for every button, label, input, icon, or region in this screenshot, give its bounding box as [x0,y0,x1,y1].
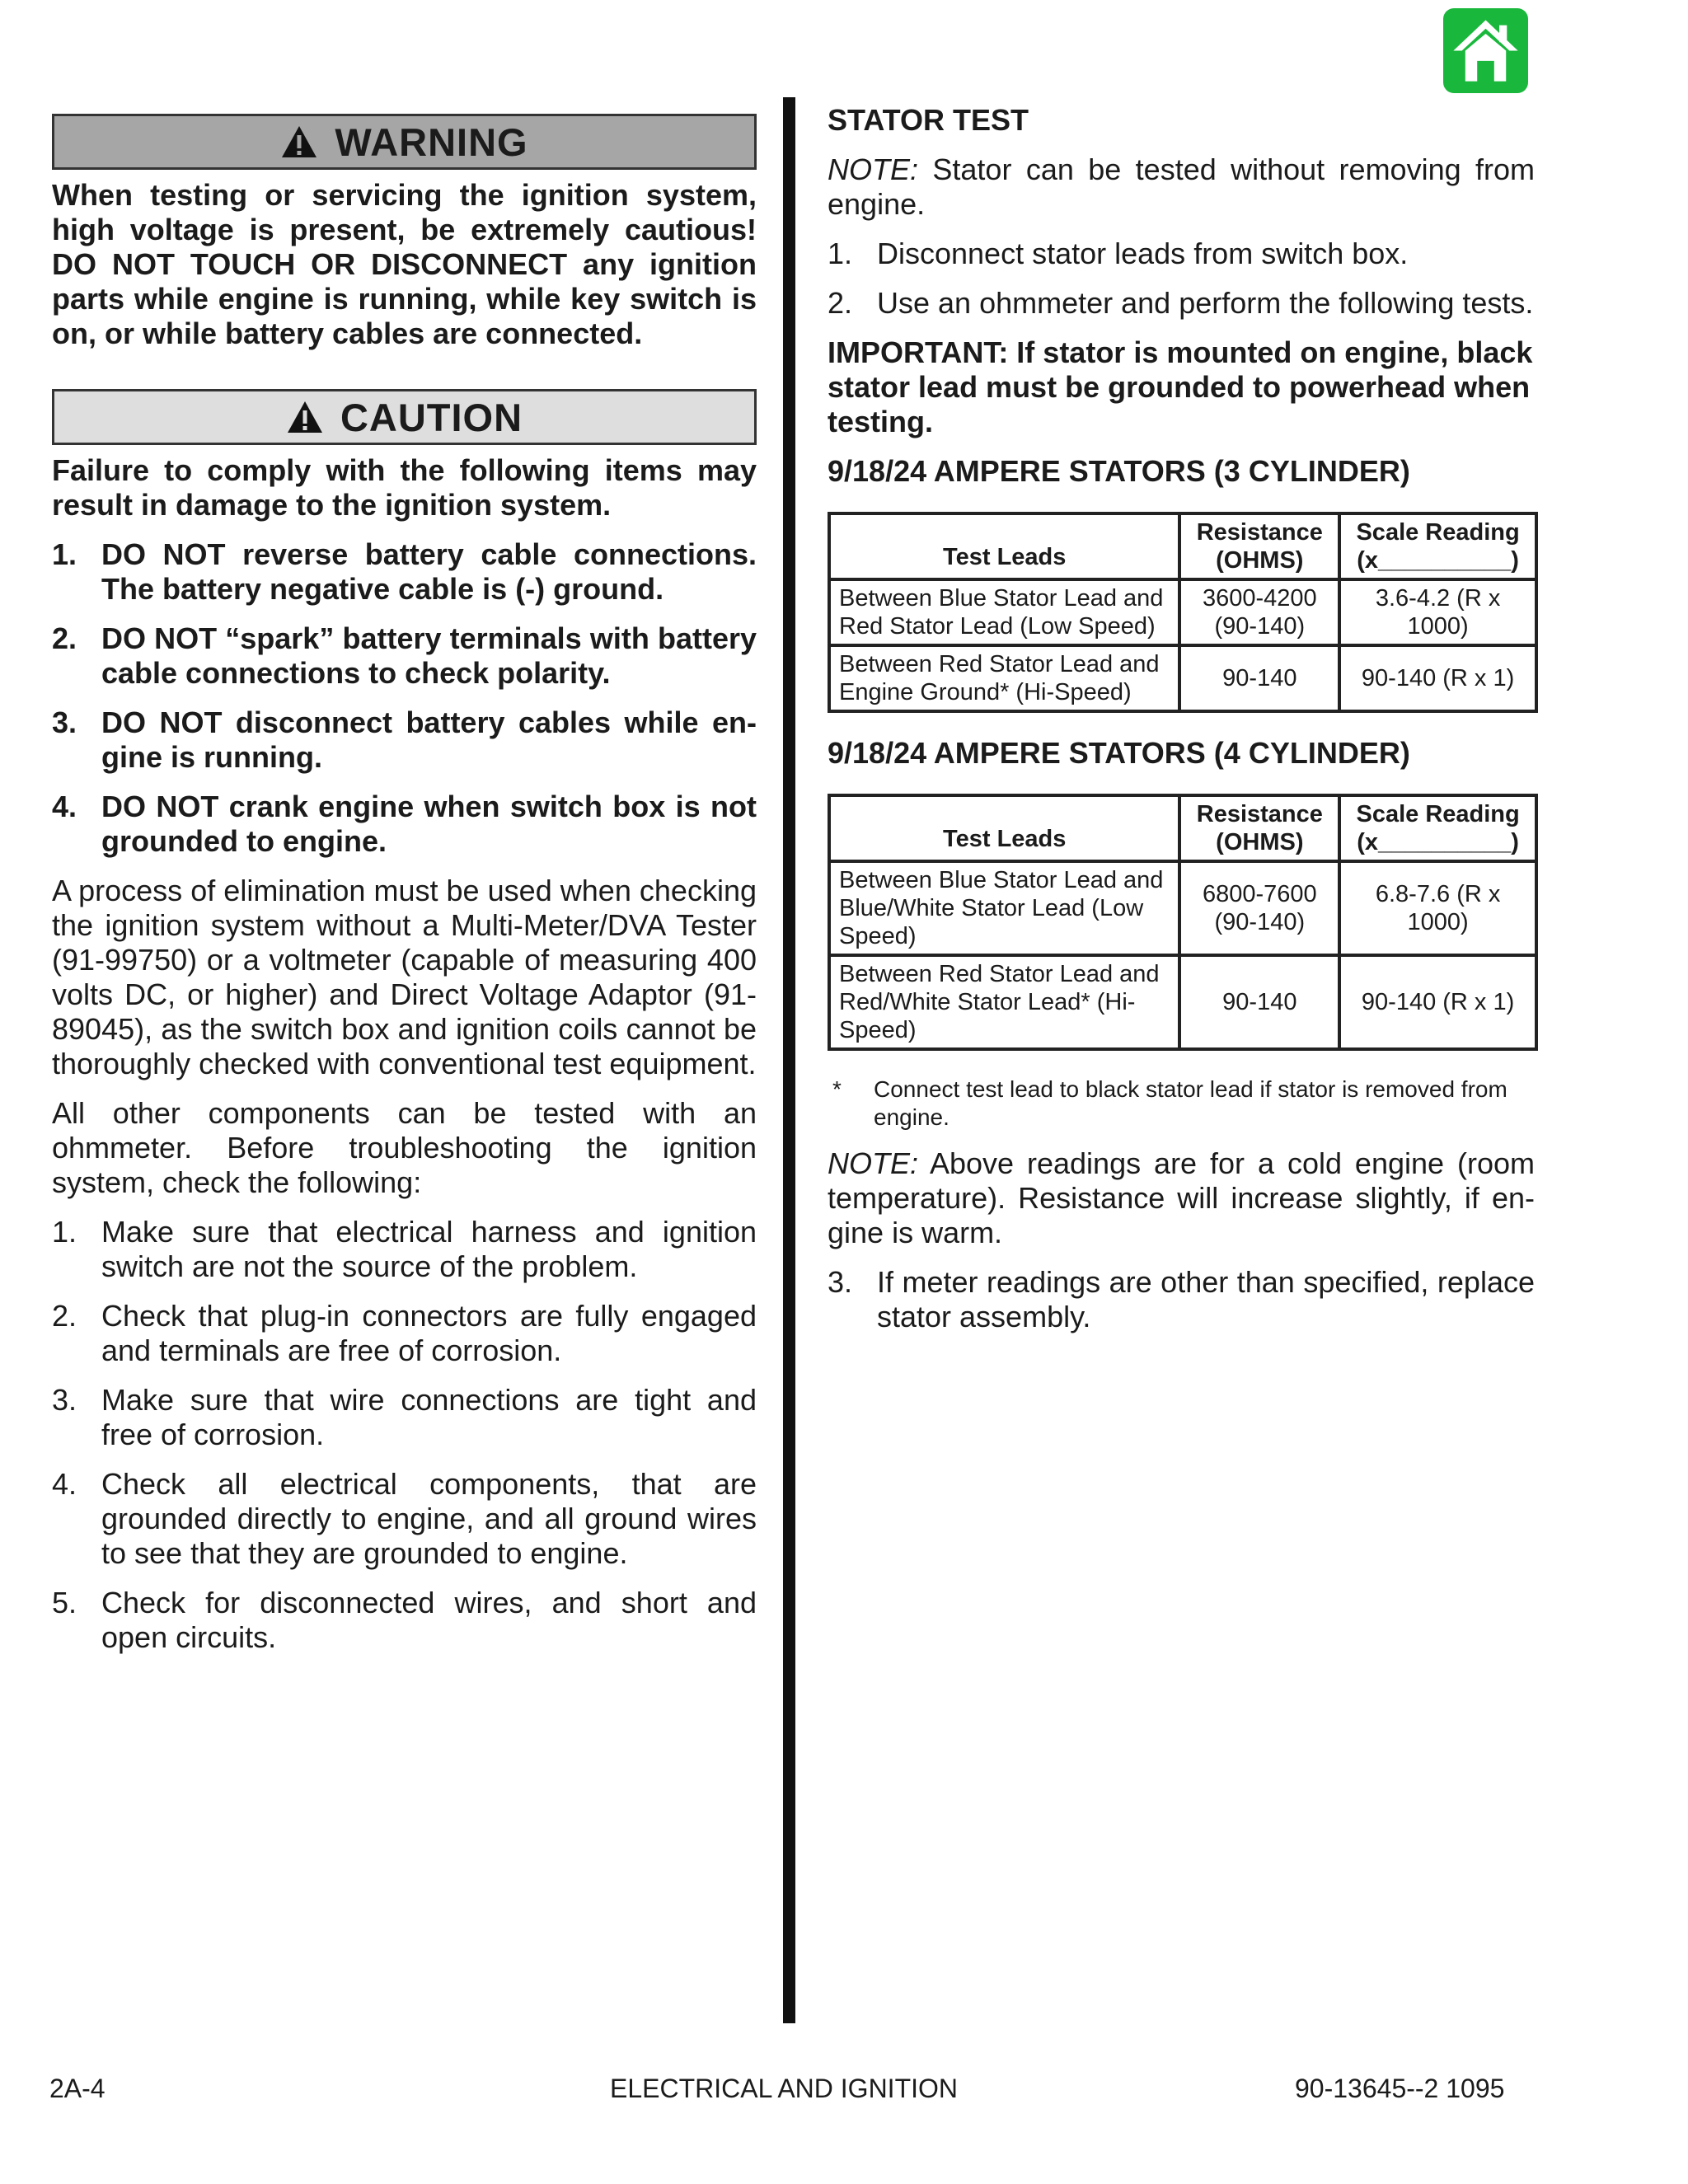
footnote-mark: * [832,1076,842,1102]
note-label: NOTE: [828,1146,919,1180]
list-item: 3. DO NOT disconnect battery cables while en-gine is running. [52,705,757,774]
list-item: 1. DO NOT reverse battery cable connections. The battery negative cable is (-) ground. [52,537,757,606]
table-footnote [828,1076,1535,1132]
note-paragraph: NOTE: Stator can be tested without removing from engine. [828,152,1535,221]
footnote-text: Connect test lead to black stator lead if stator is removed from engine. [874,1076,1507,1130]
table-cell: 90-140 (R x 1) [1339,955,1536,1049]
table-cell: 3.6-4.2 (R x 1000) [1339,579,1536,645]
column-header: Scale Reading (x__________) [1339,513,1536,579]
home-button[interactable] [1443,8,1528,93]
caution-text: Failure to comply with the following items may result in damage to the ignition system. [52,453,757,522]
list-item: 3. If meter readings are other than specified, replace stator assembly. [828,1265,1535,1333]
important-note: IMPORTANT: If stator is mounted on engine, black stator lead must be grounded to powerhead when testing. [828,335,1533,438]
stator-table-4-cylinder [828,794,1538,1051]
table-row [829,955,1536,1049]
table-cell: 6800-7600 (90-140) [1179,861,1339,955]
caution-triangle-icon [286,400,324,434]
caution-list [52,537,757,859]
caution-banner [52,389,757,445]
check-list [52,1215,757,1655]
table-cell: 90-140 [1179,645,1339,711]
column-header: Resistance (OHMS) [1179,513,1339,579]
table-cell: Between Red Stator Lead and Red/White Stator Lead* (Hi-Speed) [829,955,1179,1049]
column-header: Scale Reading (x__________) [1339,795,1536,861]
caution-title: CAUTION [340,395,523,439]
document-number: 90-13645--2 1095 [1295,2074,1505,2103]
ohmmeter-paragraph: All other components can be tested with an ohmmeter. Before troubleshooting the ignition system, check the following: [52,1096,757,1199]
warning-title: WARNING [335,120,528,164]
list-item: 4. DO NOT crank engine when switch box is not grounded to engine. [52,790,757,858]
list-item: 4. Check all electrical components, that are grounded directly to engine, and all ground wires to see that they are grounded to engine. [52,1467,757,1570]
table-cell: 90-140 [1179,955,1339,1049]
table-cell: 6.8-7.6 (R x 1000) [1339,861,1536,955]
list-item: 1. Disconnect stator leads from switch box. [828,237,1409,270]
note-label: NOTE: [828,152,919,186]
warning-triangle-icon [280,124,318,159]
list-item: 1. Make sure that electrical harness and ignition switch are not the source of the problem. [52,1215,757,1283]
section-name: ELECTRICAL AND IGNITION [610,2074,958,2103]
list-item: 2. Check that plug-in connectors are fully engaged and terminals are free of corrosion. [52,1299,757,1367]
step-list [828,237,1535,321]
table-header-row [829,513,1536,579]
warning-text: When testing or servicing the ignition system, high voltage is present, be extremely cautious! DO NOT TOUCH OR DISCONNECT any ignition parts while engine is running, while key switch is on, or while battery cables are connected. [52,178,757,350]
right-column [828,103,1535,1334]
table1-heading: 9/18/24 AMPERE STATORS (3 CYLINDER) [828,454,1410,488]
elimination-paragraph: A process of elimination must be used when checking the ignition system without a Multi-Meter/DVA Tester (91-99750) or a voltmeter (capable of measuring 400 volts DC, or higher) and Direct Voltage Adaptor (91-89045), as the switch box and ignition coils cannot be thoroughly checked with conventional test equipment. [52,874,757,1080]
list-item: 3. Make sure that wire connections are tight and free of corrosion. [52,1383,757,1451]
table-cell: Between Red Stator Lead and Engine Ground* (Hi-Speed) [829,645,1179,711]
note-paragraph: NOTE: Above readings are for a cold engine (room temperature). Resistance will increase slightly, if en-gine is warm. [828,1146,1535,1249]
column-divider [783,97,795,2023]
table2-heading: 9/18/24 AMPERE STATORS (4 CYLINDER) [828,736,1410,770]
column-header: Test Leads [829,795,1179,861]
table-cell: Between Blue Stator Lead and Blue/White Stator Lead (Low Speed) [829,861,1179,955]
column-header: Test Leads [829,513,1179,579]
list-item: 2. DO NOT “spark” battery terminals with battery cable connections to check polarity. [52,621,757,690]
table-row [829,645,1536,711]
left-column [52,114,757,1655]
table-header-row [829,795,1536,861]
table-row [829,861,1536,955]
table-cell: Between Blue Stator Lead and Red Stator Lead (Low Speed) [829,579,1179,645]
warning-banner [52,114,757,170]
stator-table-3-cylinder [828,512,1538,713]
list-item: 5. Check for disconnected wires, and short and open circuits. [52,1586,757,1654]
table-cell: 3600-4200 (90-140) [1179,579,1339,645]
page-number: 2A-4 [49,2074,106,2103]
list-item: 2. Use an ohmmeter and perform the following tests. [828,286,1534,320]
home-icon [1443,8,1528,93]
column-header: Resistance (OHMS) [1179,795,1339,861]
table-row [829,579,1536,645]
table-cell: 90-140 (R x 1) [1339,645,1536,711]
section-title: STATOR TEST [828,103,1029,137]
step-list [828,1265,1535,1334]
